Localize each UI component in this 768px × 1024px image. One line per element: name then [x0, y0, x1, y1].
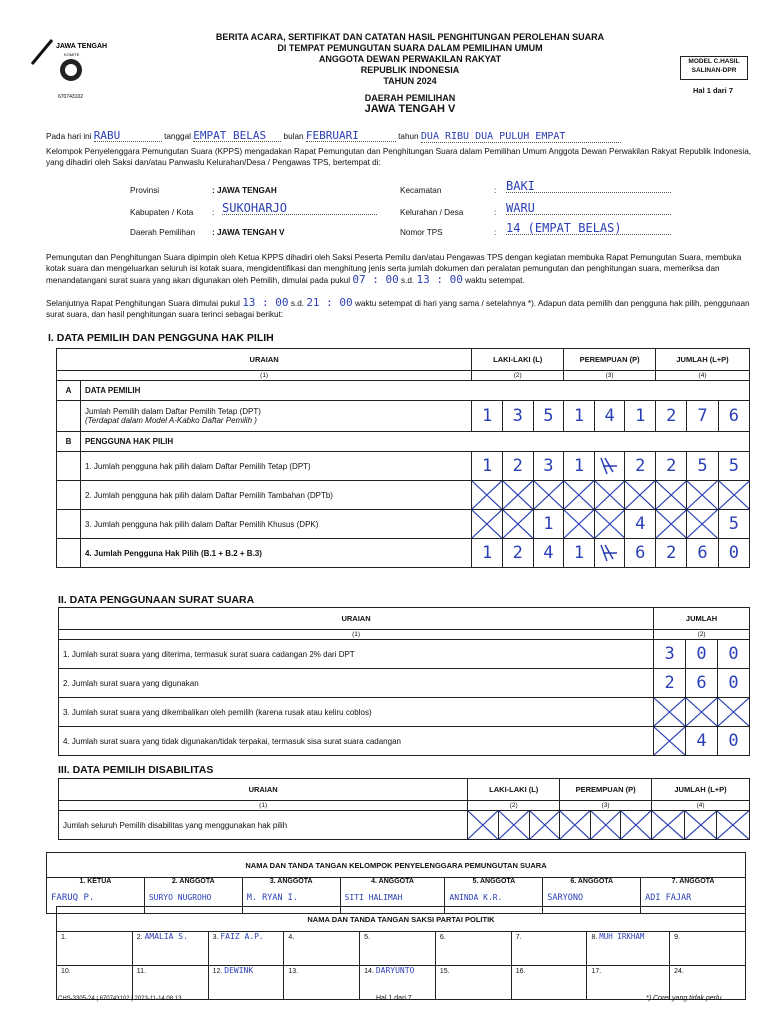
- b4-perempuan-digit: 1: [564, 539, 595, 567]
- b4-label: 4. Jumlah Pengguna Hak Pilih (B.1 + B.2 + B.3): [80, 539, 471, 568]
- a1-jumlah-digit: 7: [687, 401, 718, 431]
- col-jumlah: JUMLAH (L+P): [656, 349, 750, 371]
- a1-label: [80, 401, 471, 432]
- ballot-row-4: 4. Jumlah surat suara yang tidak digunakan/tidak terpakai, termasuk sisa surat suara cadangan: [59, 727, 654, 756]
- b4-perempuan-digit-crossed: [595, 539, 626, 567]
- signer-name: FARUQ P.: [51, 893, 95, 903]
- a1-perempuan-digit: 1: [564, 401, 595, 431]
- kelurahan-value: WARU: [506, 203, 671, 215]
- x-mark-icon: [534, 481, 564, 509]
- ballot-digit: 6: [686, 669, 718, 697]
- num-3-4: (4): [652, 801, 750, 811]
- kpps-signature-title: NAMA DAN TANDA TANGAN KELOMPOK PENYELENGGARA PEMUNGUTAN SUARA: [47, 853, 746, 878]
- x-mark-icon: [654, 698, 686, 726]
- b3-label: 3. Jumlah pengguna hak pilih dalam Daftar Pemilih Khusus (DPK): [80, 510, 471, 539]
- saksi-number: 6.: [439, 934, 446, 941]
- dapil-label: Daerah Pemilihan: [130, 228, 196, 237]
- ballot-row-1: 1. Jumlah surat suara yang diterima, termasuk surat suara cadangan 2% dari DPT: [59, 640, 654, 669]
- saksi-number: 10.: [61, 968, 71, 975]
- x-mark-icon: [656, 510, 687, 538]
- col-jumlah-3: JUMLAH (L+P): [652, 779, 750, 801]
- signer-name: ADI FAJAR: [645, 893, 692, 903]
- provinsi-value: : JAWA TENGAH: [212, 186, 277, 195]
- saksi-name: FAIZ A.P.: [220, 932, 264, 941]
- section-b-title: PENGGUNA HAK PILIH: [80, 432, 749, 452]
- signer-name: SITI HALIMAH: [344, 893, 403, 902]
- ballot-digit: 3: [654, 640, 686, 668]
- x-mark-icon: [687, 481, 718, 509]
- num-3-2: (2): [468, 801, 560, 811]
- header-title: [180, 32, 640, 115]
- kpu-logo: [26, 32, 108, 104]
- saksi-number: 15.: [439, 968, 450, 975]
- tanggal-label: tanggal: [164, 132, 191, 141]
- count-text-a: Selanjutnya Rapat Penghitungan Suara dimulai pukul: [46, 299, 240, 308]
- col-uraian-3: URAIAN: [59, 779, 468, 801]
- kecamatan-label: Kecamatan: [400, 186, 442, 195]
- count-text-b: waktu setempat di hari yang sama / setelahnya *). Adapun data pemilih dan pengguna hak pilih, penggunaan surat suara, dan hasil penghitungan suara terinci sebagai berikut:: [46, 299, 750, 319]
- role-label: 1. KETUA: [79, 878, 112, 885]
- kabupaten-value: SUKOHARJO: [222, 203, 377, 215]
- sd-text-1: s.d.: [400, 276, 415, 285]
- count-start-time: 13 : 00: [242, 296, 289, 309]
- saksi-number: 5.: [364, 934, 370, 941]
- col-jumlah-2: JUMLAH: [654, 608, 750, 630]
- x-mark-icon: [718, 698, 749, 726]
- b1-perempuan-digit: 2: [635, 456, 646, 476]
- x-mark-icon: [686, 698, 718, 726]
- kecamatan-value: BAKI: [506, 181, 671, 193]
- b4-jumlah-digit: 0: [728, 543, 739, 563]
- saksi-title: NAMA DAN TANDA TANGAN SAKSI PARTAI POLITIK: [57, 907, 746, 932]
- intro-paragraph: Kelompok Penyelenggara Pemungutan Suara (KPPS) mengadakan Rapat Pemungutan dan Penghitungan Suara dalam Pemilihan Umum Anggota Dewan Perwakilan Rakyat Republik Indonesia, yang dihadiri oleh Saksi dan/atau Panwaslu Kelurahan/Desa / Pengawas TPS, bertempat di:: [46, 147, 752, 167]
- saksi-name: MUH IRKHAM: [599, 932, 645, 941]
- daerah-value: JAWA TENGAH V: [364, 103, 456, 115]
- x-mark-icon: [560, 811, 591, 839]
- model-badge: MODEL C.HASIL SALINAN-DPR: [680, 56, 748, 80]
- tahun-label: tahun: [398, 132, 419, 141]
- procedure-paragraph: [46, 252, 760, 286]
- b1-label: 1. Jumlah pengguna hak pilih dalam Daftar Pemilih Tetap (DPT): [80, 452, 471, 481]
- num-3: (3): [564, 371, 656, 381]
- ballot-digit: 0: [728, 673, 739, 693]
- b2-label: 2. Jumlah pengguna hak pilih dalam Daftar Pemilih Tambahan (DPTb): [80, 481, 471, 510]
- ballot-usage-table: [58, 607, 750, 756]
- col-perempuan: PEREMPUAN (P): [564, 349, 656, 371]
- voter-data-table: [56, 348, 750, 568]
- role-label: 4. ANGGOTA: [371, 878, 414, 885]
- b3-perempuan-digit: 4: [635, 514, 646, 534]
- saksi-number: 14.: [364, 968, 374, 975]
- saksi-name: AMALIA S.: [144, 932, 188, 941]
- section-a-title: DATA PEMILIH: [80, 381, 749, 401]
- b1-perempuan-digit: 1: [564, 452, 595, 480]
- header-line-3: ANGGOTA DEWAN PERWAKILAN RAKYAT: [318, 54, 502, 64]
- b3-jumlah-digit: 5: [728, 514, 739, 534]
- b4-laki-digit: 2: [503, 539, 534, 567]
- x-mark-icon: [687, 510, 718, 538]
- section-2-title: II. DATA PENGGUNAAN SURAT SUARA: [58, 594, 255, 606]
- a1-line-1: Jumlah Pemilih dalam Daftar Pemilih Tetap (DPT): [84, 407, 261, 416]
- kelurahan-label: Kelurahan / Desa: [400, 208, 464, 217]
- b1-jumlah-digit: 2: [656, 452, 687, 480]
- b1-laki-digit: 3: [543, 456, 554, 476]
- x-mark-icon: [595, 510, 626, 538]
- pada-hari-label: Pada hari ini: [46, 132, 92, 141]
- saksi-signature-table: [56, 906, 746, 1000]
- b3-laki-digit: 1: [543, 514, 554, 534]
- col-laki: LAKI-LAKI (L): [472, 349, 564, 371]
- logo-code: 670743102: [58, 94, 84, 100]
- section-a-letter: A: [57, 381, 81, 401]
- bulan-value: FEBRUARI: [306, 130, 396, 142]
- b4-jumlah-digit: 2: [656, 539, 687, 567]
- b4-laki-digit: 4: [543, 543, 554, 563]
- tps-value: 14 (EMPAT BELAS): [506, 223, 671, 235]
- count-paragraph: [46, 297, 760, 320]
- x-mark-icon: [503, 481, 534, 509]
- x-mark-icon: [685, 811, 718, 839]
- header-line-1: BERITA ACARA, SERTIFIKAT DAN CATATAN HASIL PENGHITUNGAN PEROLEHAN SUARA: [215, 32, 605, 42]
- location-block: Provinsi : JAWA TENGAH Kabupaten / Kota : SUKOHARJO Daerah Pemilihan : JAWA TENGAH V Kecamatan : BAKI Kelurahan / Desa : WARU Nomor TPS : 14 (EMPAT BELAS): [130, 185, 750, 241]
- x-mark-icon: [654, 727, 686, 755]
- x-mark-icon: [530, 811, 560, 839]
- tahun-value: DUA RIBU DUA PULUH EMPAT: [421, 131, 621, 143]
- dapil-value: : JAWA TENGAH V: [212, 228, 285, 237]
- section-3-title: III. DATA PEMILIH DISABILITAS: [58, 764, 214, 776]
- saksi-number: 13.: [288, 968, 299, 975]
- saksi-number: 7.: [515, 934, 522, 941]
- x-mark-icon: [595, 481, 626, 509]
- footer-page: Hal 1 dari 7: [376, 995, 412, 1002]
- role-label: 6. ANGGOTA: [570, 878, 614, 885]
- tps-label: Nomor TPS: [400, 228, 443, 237]
- a1-line-2: (Terdapat dalam Model A-Kabko Daftar Pemilih ): [84, 416, 257, 425]
- x-mark-icon: [472, 481, 503, 509]
- signer-name: SURYO NUGROHO: [148, 893, 212, 902]
- kabupaten-label: Kabupaten / Kota: [130, 208, 194, 217]
- saksi-number: 17.: [591, 968, 602, 975]
- num-3-1: (1): [59, 801, 468, 811]
- col-perempuan-3: PEREMPUAN (P): [560, 779, 652, 801]
- logo-komite-text: KOMITE: [64, 52, 80, 57]
- col-laki-3: LAKI-LAKI (L): [468, 779, 560, 801]
- header-line-4: REPUBLIK INDONESIA: [360, 65, 460, 75]
- saksi-number: 8.: [591, 934, 598, 941]
- intro-line: [46, 130, 746, 143]
- saksi-number: 11.: [136, 968, 146, 975]
- saksi-number: 12.: [212, 968, 223, 975]
- role-label: 5. ANGGOTA: [472, 878, 516, 885]
- x-mark-icon: [719, 481, 749, 509]
- waktu-text: waktu setempat.: [465, 276, 525, 285]
- b1-laki-digit: 2: [503, 452, 534, 480]
- x-mark-icon: [621, 811, 651, 839]
- daerah-label: DAERAH PEMILIHAN: [364, 93, 456, 103]
- ballot-row-2: 2. Jumlah surat suara yang digunakan: [59, 669, 654, 698]
- ballot-digit: 4: [686, 727, 718, 755]
- x-mark-icon: [503, 510, 534, 538]
- a1-jumlah-digit: 2: [656, 401, 687, 431]
- header-line-5: TAHUN 2024: [383, 76, 437, 86]
- section-1-title: I. DATA PEMILIH DAN PENGGUNA HAK PILIH: [48, 332, 274, 344]
- a1-perempuan-digit: 1: [635, 406, 646, 426]
- x-mark-icon: [625, 481, 655, 509]
- end-time: 13 : 00: [416, 273, 463, 286]
- hari-value: RABU: [94, 130, 162, 142]
- saksi-number: 2.: [136, 934, 143, 941]
- footer-code: CHS-3305-24 | 670743102 | 2023-11-14 08.13: [58, 996, 182, 1002]
- provinsi-label: Provinsi: [130, 186, 160, 195]
- saksi-number: 9.: [674, 934, 680, 941]
- b1-laki-digit: 1: [472, 452, 503, 480]
- role-label: 3. ANGGOTA: [269, 878, 313, 885]
- b1-jumlah-digit: 5: [687, 452, 718, 480]
- x-mark-icon: [591, 811, 622, 839]
- role-label: 2. ANGGOTA: [171, 878, 215, 885]
- saksi-number: 24.: [674, 968, 684, 975]
- page-indicator: Hal 1 dari 7: [692, 86, 734, 95]
- x-mark-icon: [717, 811, 749, 839]
- ballot-digit: 0: [728, 644, 739, 664]
- role-label: 7. ANGGOTA: [671, 878, 715, 885]
- saksi-number: 16.: [515, 968, 526, 975]
- signer-name: SARYONO: [547, 893, 584, 903]
- num-2: (2): [472, 371, 564, 381]
- ballot-row-3: 3. Jumlah surat suara yang dikembalikan oleh pemilih (karena rusak atau keliru coblos): [59, 698, 654, 727]
- ballot-digit: 0: [728, 731, 739, 751]
- b1-perempuan-digit-crossed: [595, 452, 626, 480]
- start-time: 07 : 00: [352, 273, 399, 286]
- sd-text-2: s.d.: [290, 299, 305, 308]
- saksi-name: DARYUNTO: [375, 966, 415, 975]
- num-2-1: (1): [59, 630, 654, 640]
- a1-laki-digit: 3: [503, 401, 534, 431]
- section-b-letter: B: [57, 432, 81, 452]
- num-2-2: (2): [654, 630, 750, 640]
- a1-laki-digit: 1: [472, 401, 503, 431]
- col-uraian: URAIAN: [57, 349, 472, 371]
- ballot-digit: 2: [654, 669, 686, 697]
- x-mark-icon: [656, 481, 687, 509]
- b4-laki-digit: 1: [472, 539, 503, 567]
- disability-row: Jumlah seluruh Pemilih disabilitas yang menggunakan hak pilih: [59, 811, 468, 840]
- num-3-3: (3): [560, 801, 652, 811]
- x-mark-icon: [468, 811, 499, 839]
- signer-name: M. RYAN I.: [246, 893, 298, 903]
- a1-jumlah-digit: 6: [728, 406, 739, 426]
- header-line-2: DI TEMPAT PEMUNGUTAN SUARA DALAM PEMILIHAN UMUM: [277, 43, 543, 53]
- x-mark-icon: [652, 811, 685, 839]
- disability-table: [58, 778, 750, 840]
- footer-note: *) Coret yang tidak perlu: [646, 995, 722, 1002]
- procedure-text: Pemungutan dan Penghitungan Suara dipimpin oleh Ketua KPPS dihadiri oleh Saksi Peserta Pemilu dan/atau Pengawas TPS dengan kegiatan membuka Rapat Pemungutan Suara, membuka kotak suara dan mengeluarkan seluruh isi kotak suara, mengidentifikasi dan menghitung jenis serta jumlah dokumen dan peralatan pemungutan dan penghitungan suara, memeriksa dan menandatangani surat suara yang akan digunakan oleh Pemilih, dimulai pada pukul: [46, 253, 742, 285]
- b1-jumlah-digit: 5: [728, 456, 739, 476]
- b4-jumlah-digit: 6: [687, 539, 718, 567]
- num-4: (4): [656, 371, 750, 381]
- col-uraian-2: URAIAN: [59, 608, 654, 630]
- ballot-digit: 0: [686, 640, 718, 668]
- x-mark-icon: [499, 811, 530, 839]
- saksi-number: 1.: [61, 934, 67, 941]
- signer-name: ANINDA K.R.: [449, 893, 503, 902]
- kpps-signature-table: [46, 852, 746, 914]
- saksi-number: 3.: [212, 934, 219, 941]
- bulan-label: bulan: [283, 132, 304, 141]
- a1-perempuan-digit: 4: [595, 401, 626, 431]
- a1-laki-digit: 5: [543, 406, 554, 426]
- tanggal-value: EMPAT BELAS: [193, 130, 281, 142]
- x-mark-icon: [472, 510, 503, 538]
- x-mark-icon: [564, 510, 595, 538]
- num-1: (1): [57, 371, 472, 381]
- x-mark-icon: [564, 481, 595, 509]
- b4-perempuan-digit: 6: [635, 543, 646, 563]
- count-end-time: 21 : 00: [306, 296, 353, 309]
- saksi-number: 4.: [288, 934, 295, 941]
- saksi-name: DEWINK: [224, 966, 254, 975]
- logo-region-text: JAWA TENGAH V: [56, 43, 108, 50]
